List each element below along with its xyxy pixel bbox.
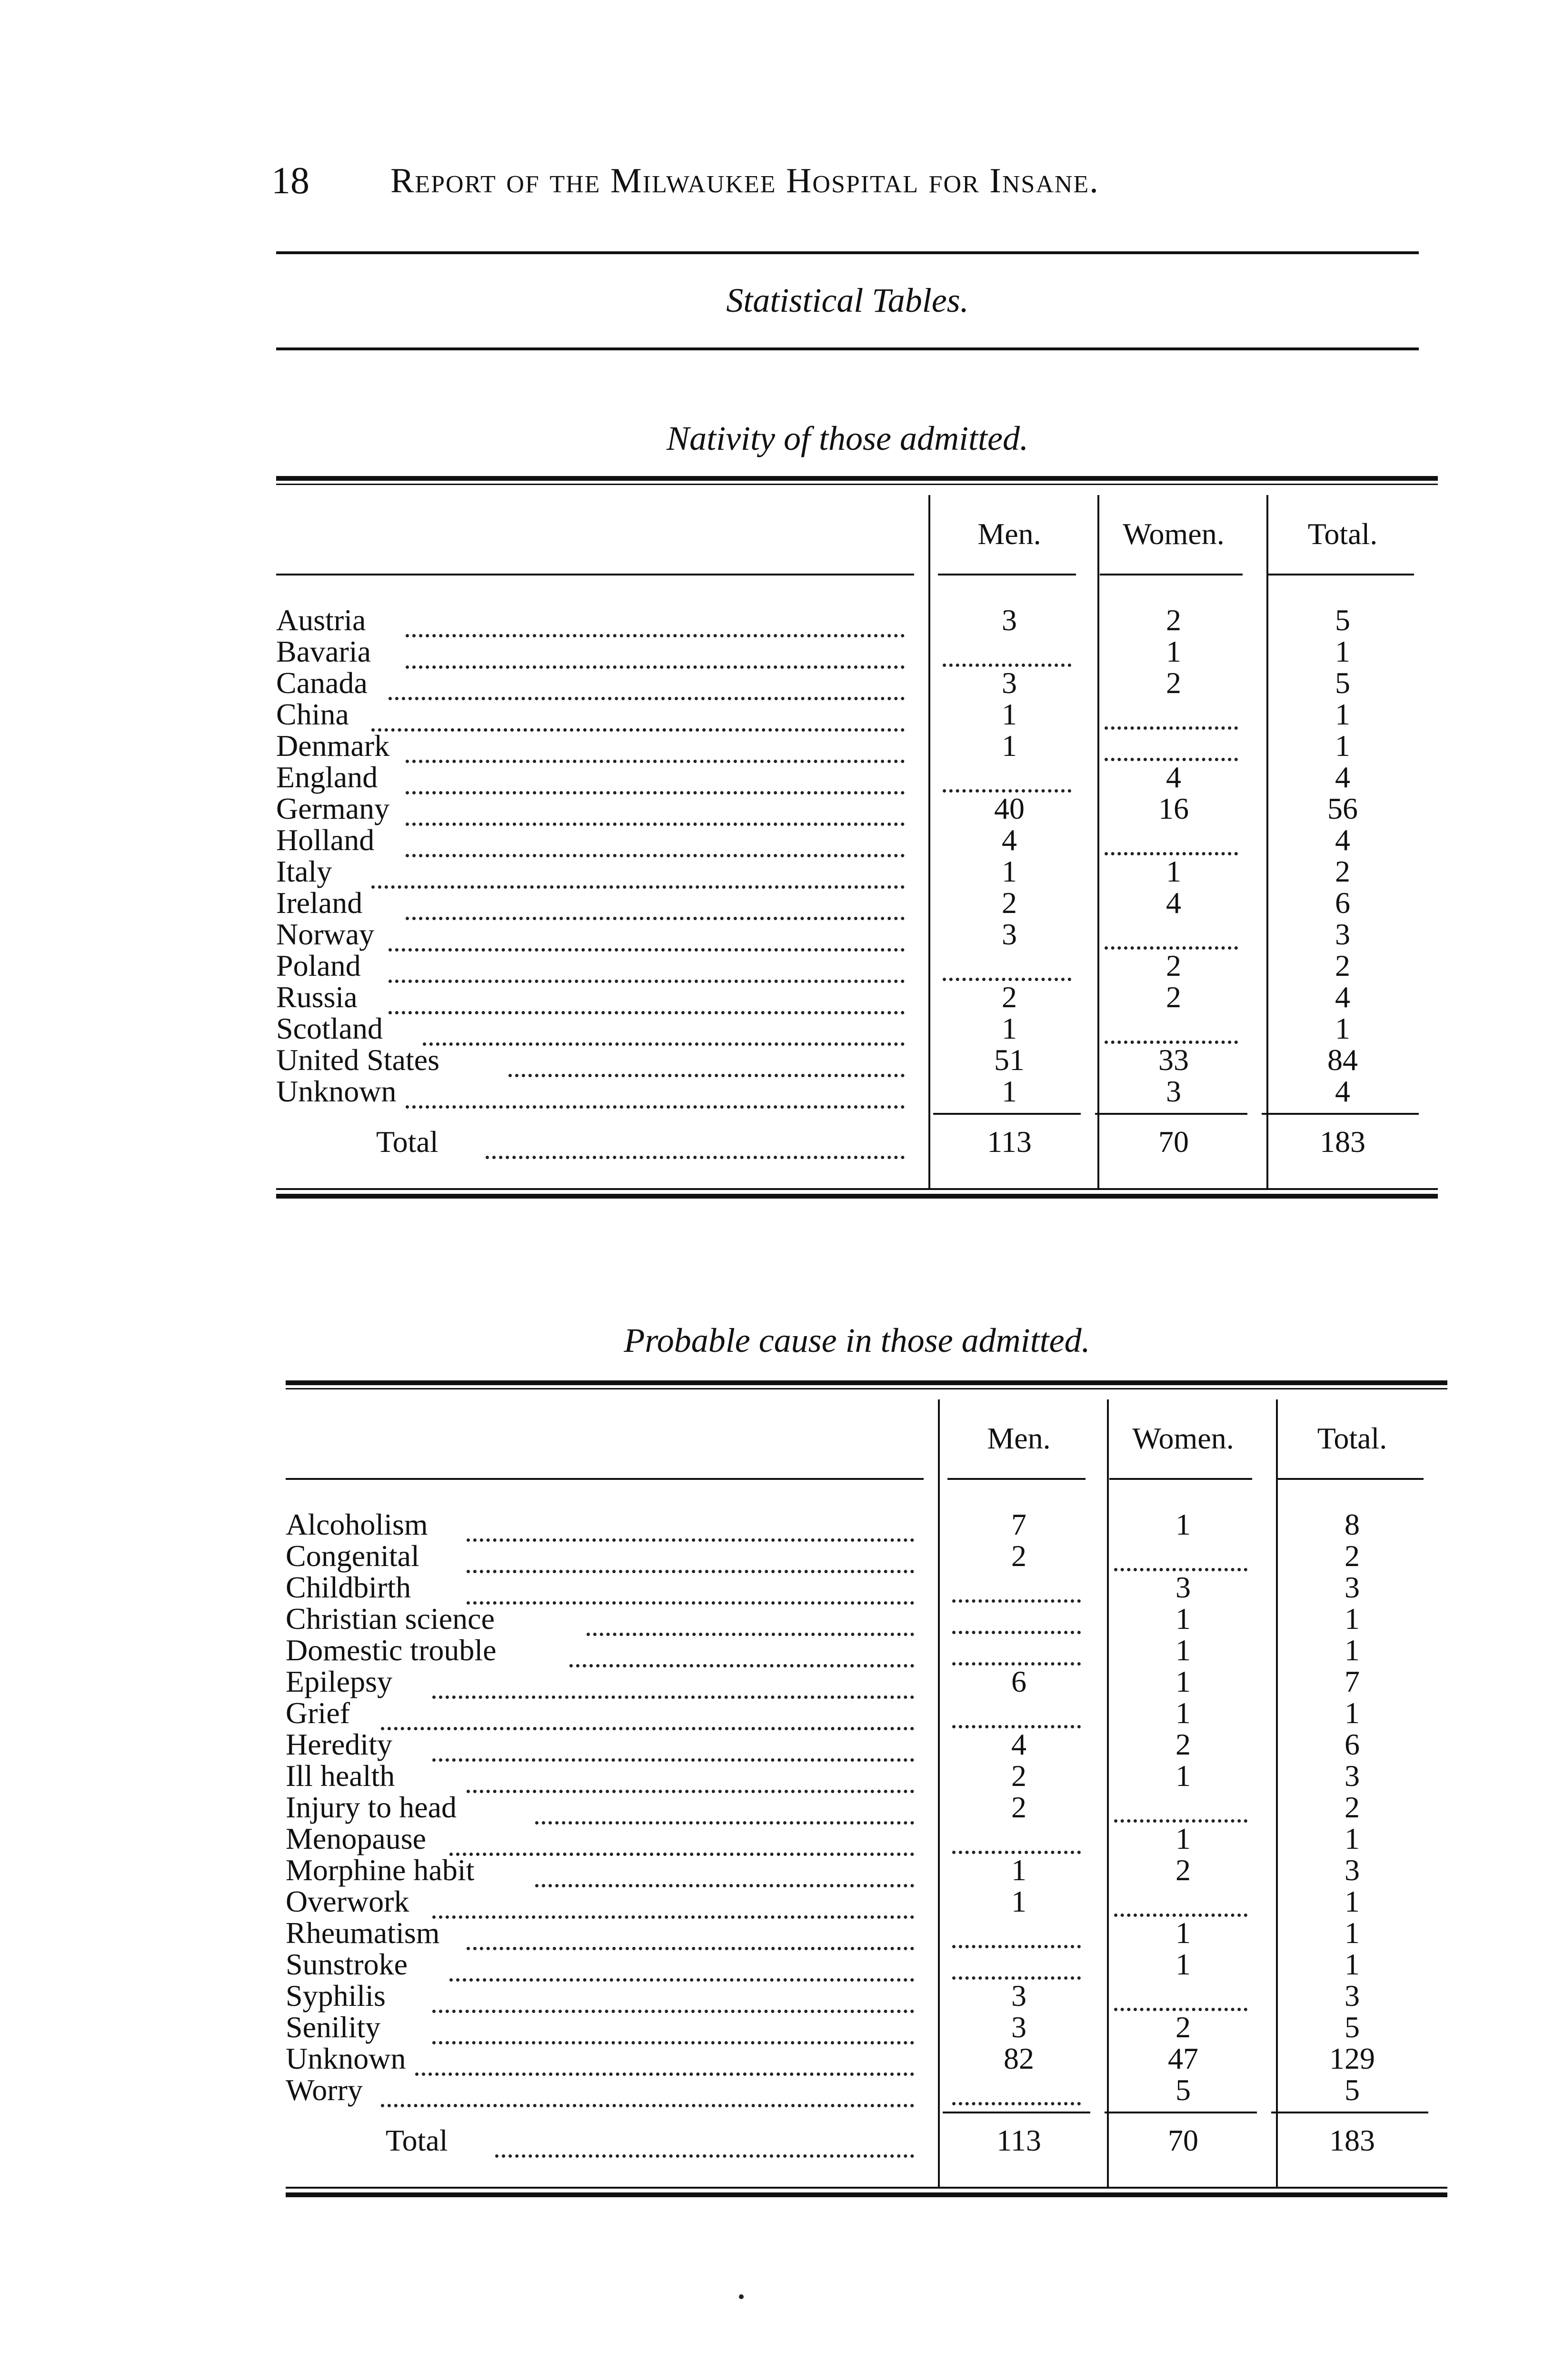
nativity_table-top-rule xyxy=(276,476,1438,481)
table-row xyxy=(276,982,1438,1013)
row-label: Austria xyxy=(276,603,366,637)
column-header: Total. xyxy=(1307,517,1378,551)
table-row xyxy=(276,636,1438,667)
row-label: Syphilis xyxy=(286,1979,386,2013)
dot-leader xyxy=(432,1991,914,2013)
empty-cell-dots xyxy=(943,961,1071,981)
row-label: Overwork xyxy=(286,1884,409,1918)
cell-total: 4 xyxy=(1335,1074,1350,1108)
dot-leader xyxy=(371,866,905,889)
header-underline xyxy=(1266,574,1414,575)
dot-leader xyxy=(381,1708,914,1730)
column-header: Women. xyxy=(1123,517,1225,551)
dot-leader xyxy=(388,961,905,983)
row-label: Denmark xyxy=(276,729,390,763)
dot-leader xyxy=(467,1928,914,1950)
cell-men: 3 xyxy=(1002,666,1017,700)
nativity-table xyxy=(276,476,1438,1276)
dot-leader xyxy=(467,1551,914,1573)
empty-cell-dots xyxy=(952,1708,1081,1728)
row-label: Ill health xyxy=(286,1759,395,1793)
cell-total: 3 xyxy=(1345,1853,1360,1887)
header-underline xyxy=(1100,574,1243,575)
dot-leader xyxy=(535,1802,914,1825)
table-row xyxy=(276,887,1438,919)
empty-cell-dots xyxy=(952,2085,1081,2105)
table-row xyxy=(276,1044,1438,1076)
cause_table-top-rule xyxy=(286,1380,1447,1385)
table-row xyxy=(276,730,1438,762)
cell-total: 1 xyxy=(1345,1884,1360,1918)
cell-men: 1 xyxy=(1011,1853,1026,1887)
table-row xyxy=(286,1854,1447,1886)
table-row xyxy=(276,919,1438,950)
dot-leader xyxy=(467,1771,914,1793)
cell-women: 1 xyxy=(1175,1507,1191,1541)
cell-total: 5 xyxy=(1335,666,1350,700)
cell-men: 6 xyxy=(1011,1665,1026,1698)
dot-leader xyxy=(467,1519,914,1542)
row-label: Grief xyxy=(286,1696,350,1730)
cell-total: 6 xyxy=(1345,1727,1360,1761)
cell-women: 2 xyxy=(1166,666,1181,700)
row-label: Senility xyxy=(286,2010,381,2044)
table-row xyxy=(286,1949,1447,1980)
dot-leader xyxy=(449,1959,914,1982)
cell-total: 1 xyxy=(1345,1696,1360,1730)
cell-men: 3 xyxy=(1011,2010,1026,2044)
empty-cell-dots xyxy=(1114,1802,1247,1823)
section-rule-top xyxy=(276,251,1419,254)
cell-men: 1 xyxy=(1002,854,1017,888)
cell-women: 3 xyxy=(1175,1570,1191,1604)
total-row xyxy=(286,2125,1447,2156)
cell-total: 3 xyxy=(1345,1979,1360,2013)
dot-leader xyxy=(406,646,905,669)
table-row xyxy=(286,1603,1447,1635)
dot-leader xyxy=(432,2022,914,2044)
dot-leader xyxy=(406,835,905,857)
row-label: Christian science xyxy=(286,1602,495,1636)
table-row xyxy=(286,1760,1447,1792)
cell-total: 84 xyxy=(1327,1043,1358,1077)
header-underline xyxy=(938,574,1076,575)
cell-total: 1 xyxy=(1345,1822,1360,1855)
empty-cell-dots xyxy=(1105,929,1238,950)
cell-men: 82 xyxy=(1004,2042,1034,2075)
cell-men: 51 xyxy=(994,1043,1025,1077)
table-row xyxy=(276,793,1438,824)
cell-men: 2 xyxy=(1002,980,1017,1014)
sum-rule xyxy=(933,1113,1081,1115)
empty-cell-dots xyxy=(952,1959,1081,1980)
running-title: Report of the Milwaukee Hospital for Insane. xyxy=(390,161,1099,200)
sum-rule xyxy=(943,2112,1090,2113)
table-row xyxy=(286,1792,1447,1823)
row-label: Russia xyxy=(276,980,358,1014)
cell-women: 1 xyxy=(1175,1916,1191,1950)
cell-women: 2 xyxy=(1166,980,1181,1014)
dot-leader xyxy=(432,1739,914,1762)
nativity_table-top-rule-thin xyxy=(276,484,1438,485)
table-row xyxy=(286,2043,1447,2074)
column-header: Men. xyxy=(987,1421,1051,1455)
cell-women: 4 xyxy=(1166,886,1181,920)
sum-rule xyxy=(1095,1113,1247,1115)
row-label: Alcoholism xyxy=(286,1507,428,1541)
cell-total: 5 xyxy=(1335,603,1350,637)
table-row xyxy=(286,1666,1447,1697)
row-label: Sunstroke xyxy=(286,1947,408,1981)
dot-leader xyxy=(508,1055,905,1077)
cell-total: 5 xyxy=(1345,2010,1360,2044)
cell-women: 1 xyxy=(1166,635,1181,668)
column-header: Men. xyxy=(977,517,1041,551)
row-label: Domestic trouble xyxy=(286,1633,497,1667)
dot-leader xyxy=(587,1614,914,1636)
empty-cell-dots xyxy=(952,1645,1081,1666)
dot-leader xyxy=(449,1834,914,1856)
dot-leader xyxy=(388,992,905,1014)
dot-leader xyxy=(467,1582,914,1605)
empty-cell-dots xyxy=(1114,1896,1247,1917)
sum-rule xyxy=(1262,1113,1419,1115)
empty-cell-dots xyxy=(952,1582,1081,1603)
dot-leader xyxy=(406,615,905,637)
cell-total: 1 xyxy=(1345,1633,1360,1667)
header-underline xyxy=(947,1478,1086,1480)
cell-total: 1 xyxy=(1345,1947,1360,1981)
table-row xyxy=(276,605,1438,636)
row-label: Childbirth xyxy=(286,1570,411,1604)
row-label: Menopause xyxy=(286,1822,427,1855)
cell-men: 1 xyxy=(1002,1012,1017,1045)
empty-cell-dots xyxy=(1105,709,1238,730)
row-label: China xyxy=(276,697,349,731)
empty-cell-dots xyxy=(1105,1023,1238,1044)
cell-women: 1 xyxy=(1175,1822,1191,1855)
dot-leader xyxy=(406,803,905,826)
column-header: Total. xyxy=(1317,1421,1387,1455)
row-label: Norway xyxy=(276,917,375,951)
dot-leader xyxy=(432,1896,914,1919)
cell-women: 2 xyxy=(1175,2010,1191,2044)
cell-total: 2 xyxy=(1345,1539,1360,1573)
page-number: 18 xyxy=(271,160,309,202)
cause-table-title: Probable cause in those admitted. xyxy=(624,1321,1090,1359)
cell-men: 3 xyxy=(1011,1979,1026,2013)
cell-men: 2 xyxy=(1011,1539,1026,1573)
section-title: Statistical Tables. xyxy=(726,281,969,319)
cause-table xyxy=(286,1380,1447,2285)
table-row xyxy=(286,1572,1447,1603)
page-speck xyxy=(739,2294,744,2299)
empty-cell-dots xyxy=(1105,741,1238,761)
row-label: Scotland xyxy=(276,1012,383,1045)
nativity_table-bottom-rule-thin xyxy=(276,1188,1438,1190)
cell-men: 1 xyxy=(1002,1074,1017,1108)
empty-cell-dots xyxy=(1114,1991,1247,2011)
cell-women: 2 xyxy=(1175,1853,1191,1887)
cell-women: 16 xyxy=(1158,792,1189,825)
cell-women: 2 xyxy=(1166,949,1181,982)
table-row xyxy=(276,950,1438,982)
cell-women: 1 xyxy=(1175,1665,1191,1698)
cell-women: 2 xyxy=(1175,1727,1191,1761)
sum-rule xyxy=(1271,2112,1428,2113)
column-header: Women. xyxy=(1132,1421,1234,1455)
nativity-table-title: Nativity of those admitted. xyxy=(667,419,1028,457)
row-label: Bavaria xyxy=(276,635,371,668)
row-label: Unknown xyxy=(286,2042,406,2075)
row-label: Ireland xyxy=(276,886,363,920)
cell-total: 56 xyxy=(1327,792,1358,825)
table-row xyxy=(286,2012,1447,2043)
empty-cell-dots xyxy=(952,1928,1081,1948)
total-men: 113 xyxy=(987,1125,1032,1159)
dot-leader xyxy=(406,741,905,763)
header-underline xyxy=(1109,1478,1252,1480)
dot-leader xyxy=(388,929,905,952)
cell-women: 1 xyxy=(1175,1696,1191,1730)
cell-total: 1 xyxy=(1345,1916,1360,1950)
cell-total: 3 xyxy=(1345,1759,1360,1793)
empty-cell-dots xyxy=(1105,835,1238,855)
sum-rule xyxy=(1105,2112,1257,2113)
cell-men: 4 xyxy=(1002,823,1017,857)
cell-women: 33 xyxy=(1158,1043,1189,1077)
row-label: Worry xyxy=(286,2073,363,2107)
total-total: 183 xyxy=(1320,1125,1365,1159)
dot-leader xyxy=(569,1645,914,1667)
cell-total: 1 xyxy=(1335,697,1350,731)
row-label: Unknown xyxy=(276,1074,397,1108)
label-header-underline xyxy=(276,574,914,575)
cell-men: 3 xyxy=(1002,917,1017,951)
cell-women: 1 xyxy=(1175,1759,1191,1793)
cell-women: 3 xyxy=(1166,1074,1181,1108)
cell-total: 1 xyxy=(1335,635,1350,668)
table-row xyxy=(276,699,1438,730)
dot-leader xyxy=(406,1086,905,1109)
cell-total: 2 xyxy=(1335,854,1350,888)
table-row xyxy=(286,2074,1447,2106)
empty-cell-dots xyxy=(943,646,1071,667)
dot-leader xyxy=(423,1023,905,1046)
table-row xyxy=(286,1509,1447,1540)
cell-total: 3 xyxy=(1345,1570,1360,1604)
table-row xyxy=(276,667,1438,699)
section-rule-bottom xyxy=(276,347,1419,350)
cell-men: 3 xyxy=(1002,603,1017,637)
cause_table-top-rule-thin xyxy=(286,1388,1447,1389)
total-label: Total xyxy=(376,1125,438,1159)
cause_table-bottom-rule xyxy=(286,2192,1447,2197)
dot-leader xyxy=(371,709,905,732)
table-row xyxy=(286,1540,1447,1572)
table-row xyxy=(276,1013,1438,1044)
dot-leader xyxy=(381,2085,914,2107)
cell-women: 4 xyxy=(1166,760,1181,794)
cell-men: 7 xyxy=(1011,1507,1026,1541)
total-women: 70 xyxy=(1158,1125,1189,1159)
row-label: Congenital xyxy=(286,1539,419,1573)
cell-total: 2 xyxy=(1335,949,1350,982)
row-label: Morphine habit xyxy=(286,1853,475,1887)
row-label: Injury to head xyxy=(286,1790,457,1824)
table-row xyxy=(276,1076,1438,1107)
cell-total: 6 xyxy=(1335,886,1350,920)
row-label: England xyxy=(276,760,378,794)
cell-total: 4 xyxy=(1335,760,1350,794)
row-label: Italy xyxy=(276,854,332,888)
row-label: Canada xyxy=(276,666,368,700)
row-label: Epilepsy xyxy=(286,1665,392,1698)
header-underline xyxy=(1276,1478,1424,1480)
cell-total: 2 xyxy=(1345,1790,1360,1824)
table-row xyxy=(276,856,1438,887)
cell-total: 4 xyxy=(1335,980,1350,1014)
table-row xyxy=(276,824,1438,856)
dot-leader xyxy=(432,1676,914,1699)
running-head xyxy=(271,152,1319,209)
table-row xyxy=(286,1635,1447,1666)
row-label: Germany xyxy=(276,792,390,825)
cell-men: 2 xyxy=(1011,1759,1026,1793)
cell-total: 8 xyxy=(1345,1507,1360,1541)
row-label: Rheumatism xyxy=(286,1916,440,1950)
cell-women: 1 xyxy=(1175,1633,1191,1667)
cell-total: 7 xyxy=(1345,1665,1360,1698)
cell-women: 1 xyxy=(1166,854,1181,888)
cell-total: 5 xyxy=(1345,2073,1360,2107)
cell-women: 5 xyxy=(1175,2073,1191,2107)
row-label: Holland xyxy=(276,823,375,857)
table-row xyxy=(286,1917,1447,1949)
row-label: United States xyxy=(276,1043,440,1077)
total-women: 70 xyxy=(1168,2123,1198,2157)
dot-leader xyxy=(406,772,905,794)
row-label: Heredity xyxy=(286,1727,392,1761)
total-label: Total xyxy=(386,2123,448,2157)
table-row xyxy=(286,1980,1447,2012)
empty-cell-dots xyxy=(952,1834,1081,1854)
cell-total: 1 xyxy=(1335,729,1350,763)
cell-women: 47 xyxy=(1168,2042,1198,2075)
total-men: 113 xyxy=(996,2123,1041,2157)
cell-total: 129 xyxy=(1329,2042,1375,2075)
table-row xyxy=(286,1886,1447,1917)
cell-women: 2 xyxy=(1166,603,1181,637)
empty-cell-dots xyxy=(952,1614,1081,1634)
cause_table-bottom-rule-thin xyxy=(286,2187,1447,2189)
table-row xyxy=(276,762,1438,793)
cell-total: 3 xyxy=(1335,917,1350,951)
dot-leader xyxy=(388,678,905,700)
cell-men: 2 xyxy=(1011,1790,1026,1824)
table-row xyxy=(286,1823,1447,1854)
table-row xyxy=(286,1697,1447,1729)
cell-total: 1 xyxy=(1345,1602,1360,1636)
empty-cell-dots xyxy=(943,772,1071,793)
cell-men: 1 xyxy=(1011,1884,1026,1918)
cell-men: 1 xyxy=(1002,697,1017,731)
cell-men: 1 xyxy=(1002,729,1017,763)
total-total: 183 xyxy=(1329,2123,1375,2157)
cell-women: 1 xyxy=(1175,1947,1191,1981)
nativity_table-bottom-rule xyxy=(276,1194,1438,1199)
cell-men: 4 xyxy=(1011,1727,1026,1761)
dot-leader xyxy=(486,1137,905,1159)
dot-leader xyxy=(406,898,905,920)
cell-men: 40 xyxy=(994,792,1025,825)
empty-cell-dots xyxy=(1114,1551,1247,1571)
table-row xyxy=(286,1729,1447,1760)
cell-total: 1 xyxy=(1335,1012,1350,1045)
cell-total: 4 xyxy=(1335,823,1350,857)
label-header-underline xyxy=(286,1478,924,1480)
dot-leader xyxy=(495,2135,914,2158)
row-label: Poland xyxy=(276,949,361,982)
cell-men: 2 xyxy=(1002,886,1017,920)
dot-leader xyxy=(415,2053,914,2076)
dot-leader xyxy=(535,1865,914,1887)
total-row xyxy=(276,1126,1438,1158)
cell-women: 1 xyxy=(1175,1602,1191,1636)
